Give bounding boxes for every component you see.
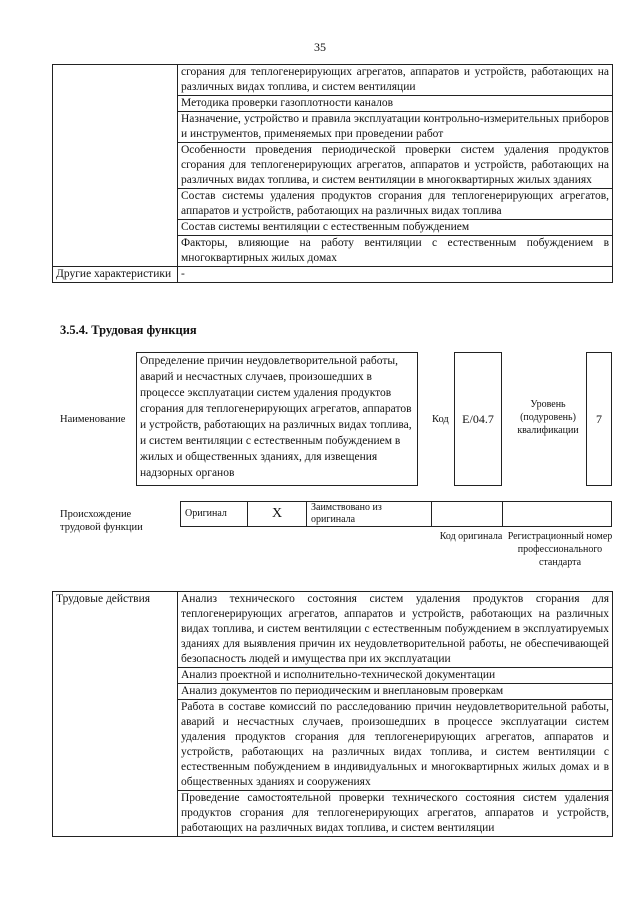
origin-label-text: Происхождение трудовой функции: [60, 509, 143, 533]
function-name-box: Определение причин неудовлетворительной работы, аварий и несчастных случаев, произошедших в процессе эксплуатации систем удаления продуктов сгорания для теплогенерирующих агрегатов, аппаратов и устройств, работающих на различных видах топлива, и систем вентиляции с естественным побуждением в жилых и общественных зданиях, для извещения надзорных органов: [136, 352, 418, 486]
table-row: Факторы, влияющие на работу вентиляции с естественным побуждением в многоквартирных жилых домах: [178, 236, 613, 267]
code-label: Код: [432, 414, 449, 425]
original-code-cell: [432, 502, 503, 527]
table-row: Методика проверки газоплотности каналов: [178, 96, 613, 112]
table-row: Состав системы удаления продуктов сгорания для теплогенерирующих агрегатов, аппаратов и устройств, работающих на различных видах топлива: [178, 189, 613, 220]
table-row: Анализ проектной и исполнительно-технической документации: [178, 668, 613, 684]
borrowed-label: Заимствовано из оригинала: [307, 502, 432, 527]
origin-label: [60, 508, 150, 534]
level-value-box: 7: [586, 352, 612, 486]
table-row: сгорания для теплогенерирующих агрегатов, аппаратов и устройств, работающих на различных видах топлива, и систем вентиляции: [178, 65, 613, 96]
knowledge-table: [52, 64, 613, 283]
table-row: Состав системы вентиляции с естественным побуждением: [178, 220, 613, 236]
table-row: Проведение самостоятельной проверки технического состояния систем удаления продуктов сгорания для теплогенерирующих агрегатов, аппаратов и устройств, работающих на различных видах топлива, и систем вентиляции: [178, 791, 613, 837]
knowledge-label-cell: [53, 65, 178, 267]
table-row: Анализ документов по периодическим и внеплановым проверкам: [178, 684, 613, 700]
code-value-box: E/04.7: [454, 352, 502, 486]
original-label: Оригинал: [181, 502, 248, 527]
table-row: Анализ технического состояния систем удаления продуктов сгорания для теплогенерирующих агрегатов, аппаратов и устройств, работающих на различных видах топлива, и систем вентиляции с естественным побуждением в эксплуатируемых зданиях для выявления причин их неудовлетворительной работы, не обеспечивающей безопасность людей и имущества при их эксплуатации: [178, 592, 613, 668]
original-mark: X: [248, 502, 307, 527]
actions-table: [52, 591, 613, 837]
other-characteristics-value: -: [178, 267, 613, 283]
page-number: 35: [314, 40, 326, 54]
registration-number-caption: Регистрационный номер профессионального стандарта: [507, 531, 613, 568]
other-characteristics-label: Другие характеристики: [53, 267, 178, 283]
actions-label: Трудовые действия: [53, 592, 178, 837]
origin-table: [180, 501, 612, 527]
table-row: Особенности проведения периодической проверки систем удаления продуктов сгорания для теплогенерирующих агрегатов, аппаратов и устройств, работающих на различных видах топлива, и систем вентиляции в многоквартирных жилых зданиях: [178, 143, 613, 189]
section-heading: 3.5.4. Трудовая функция: [60, 323, 197, 337]
table-row: Работа в составе комиссий по расследованию причин неудовлетворительной работы, аварий и несчастных случаев, произошедших в процессе эксплуатации систем удаления продуктов сгорания для теплогенерирующих агрегатов, аппаратов и устройств, работающих на различных видах топлива, и систем вентиляции с естественным побуждением в индивидуальных и многоквартирных жилых домах и в общественных зданиях и сооружениях: [178, 700, 613, 791]
name-label: Наименование: [60, 414, 126, 425]
original-code-caption: Код оригинала: [439, 531, 503, 542]
registration-number-cell: [503, 502, 612, 527]
table-row: Назначение, устройство и правила эксплуатации контрольно-измерительных приборов и инструментов, применяемых при проведении работ: [178, 112, 613, 143]
level-label: Уровень (подуровень) квалификации: [517, 399, 579, 436]
